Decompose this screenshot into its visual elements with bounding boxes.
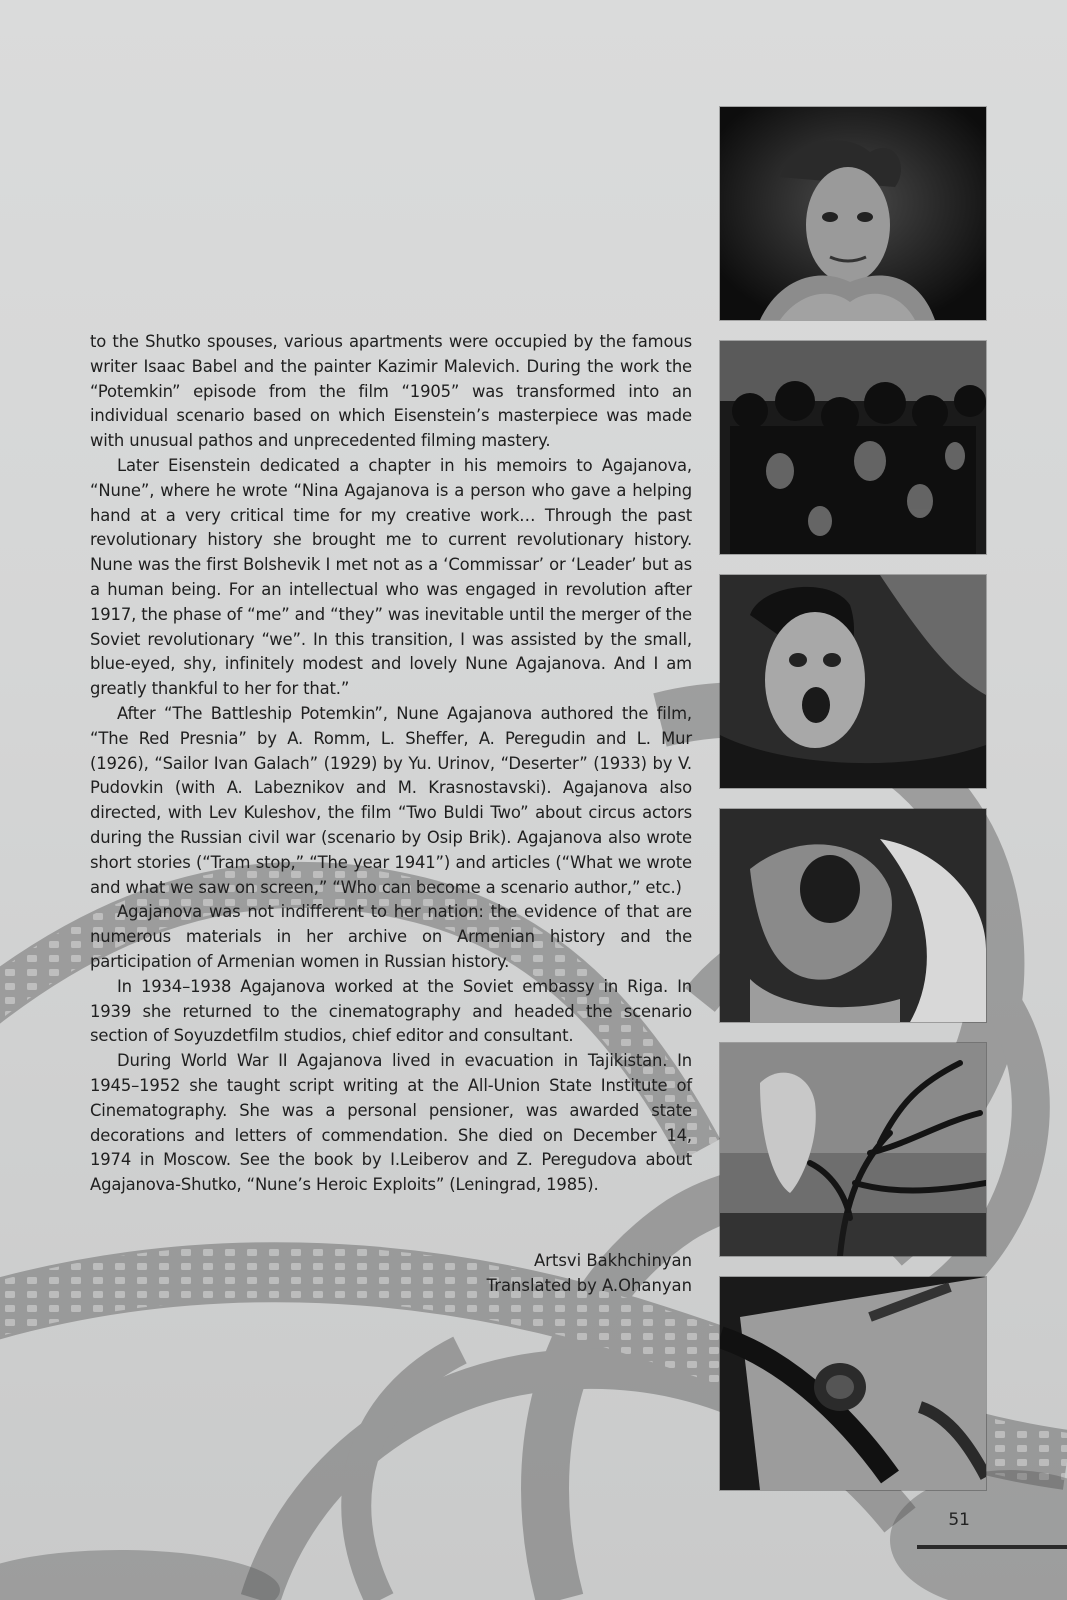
fallen-figure-still bbox=[720, 809, 986, 1022]
paragraph-4: Agajanova was not indifferent to her nation: the evidence of that are numerous materials in her archive on Armenian history and the participation of Armenian women in Russian history. bbox=[90, 902, 692, 971]
paragraph-2: Later Eisenstein dedicated a chapter in his memoirs to Agajanova, “Nune”, where he wrote “Nina Agajanova is a person who gave a helping hand at a very critical time for my creative work… Through the past revolutionary history she brought me to current revolutionary history. Nune was the first Bolshevik I met not as a ‘Commissar’ or ‘Leader’ but as a human being. For an intellectual who was engaged in revolution after 1917, the phase of “me” and “they” was inevitable until the merger of the Soviet revolutionary “we”. In this transition, I was assisted by the small, blue-eyed, shy, infinitely modest and lovely Nune Agajanova. And I am greatly thankful to her for that.” bbox=[90, 455, 692, 699]
article-body bbox=[90, 330, 692, 1198]
screaming-woman-still bbox=[720, 575, 986, 788]
paragraph-6: During World War II Agajanova lived in evacuation in Tajikistan. In 1945–1952 she taught script writing at the All-Union State Institute of Cinematography. She was a personal pensioner, was awarded state decorations and letters of commendation. She died on December 14, 1974 in Moscow. See the book by I.Leiberov and Z. Peregudova about Agajanova-Shutko, “Nune’s Heroic Exploits” (Leningrad, 1985). bbox=[90, 1051, 692, 1195]
translator-credit: Translated by A.Ohanyan bbox=[486, 1275, 692, 1295]
page-number: 51 bbox=[948, 1510, 970, 1530]
author-name: Artsvi Bakhchinyan bbox=[533, 1251, 692, 1270]
paragraph-5: In 1934–1938 Agajanova worked at the Soviet embassy in Riga. In 1939 she returned to the cinematography and headed the scenario section of Soyuzdetfilm studios, chief editor and consultant. bbox=[90, 976, 692, 1046]
page-number-rule bbox=[917, 1545, 1067, 1549]
crowd-still bbox=[720, 341, 986, 554]
paragraph-3: After “The Battleship Potemkin”, Nune Agajanova authored the film, “The Red Presnia” by A. Romm, L. Sheffer, A. Peregudin and L. Mur (1926), “Sailor Ivan Galach” (1929) by Yu. Urinov, “Deserter” (1933) by V. Pudovkin (with A. Labeznikov and M. Krasnostavski). Agajanova also directed, with Lev Kuleshov, the film “Two Buldi Two” about circus actors during the Russian civil war (scenario by Osip Brik). Agajanova also wrote short stories (“Tram stop,” “The year 1941”) and articles (“What we wrote and what we saw on screen,” “Who can become a scenario author,” etc.) bbox=[90, 703, 692, 897]
tree-figure-still bbox=[720, 1043, 986, 1256]
portrait-still bbox=[720, 107, 986, 320]
broken-pince-nez-still bbox=[720, 1277, 986, 1490]
paragraph-1: to the Shutko spouses, various apartments were occupied by the famous writer Isaac Babel and the painter Kazimir Malevich. During the work the “Potemkin” episode from the film “1905” was transformed into an individual scenario based on which Eisenstein’s masterpiece was made with unusual pathos and unprecedented filming mastery. bbox=[90, 332, 692, 451]
signature-block bbox=[400, 1249, 692, 1299]
